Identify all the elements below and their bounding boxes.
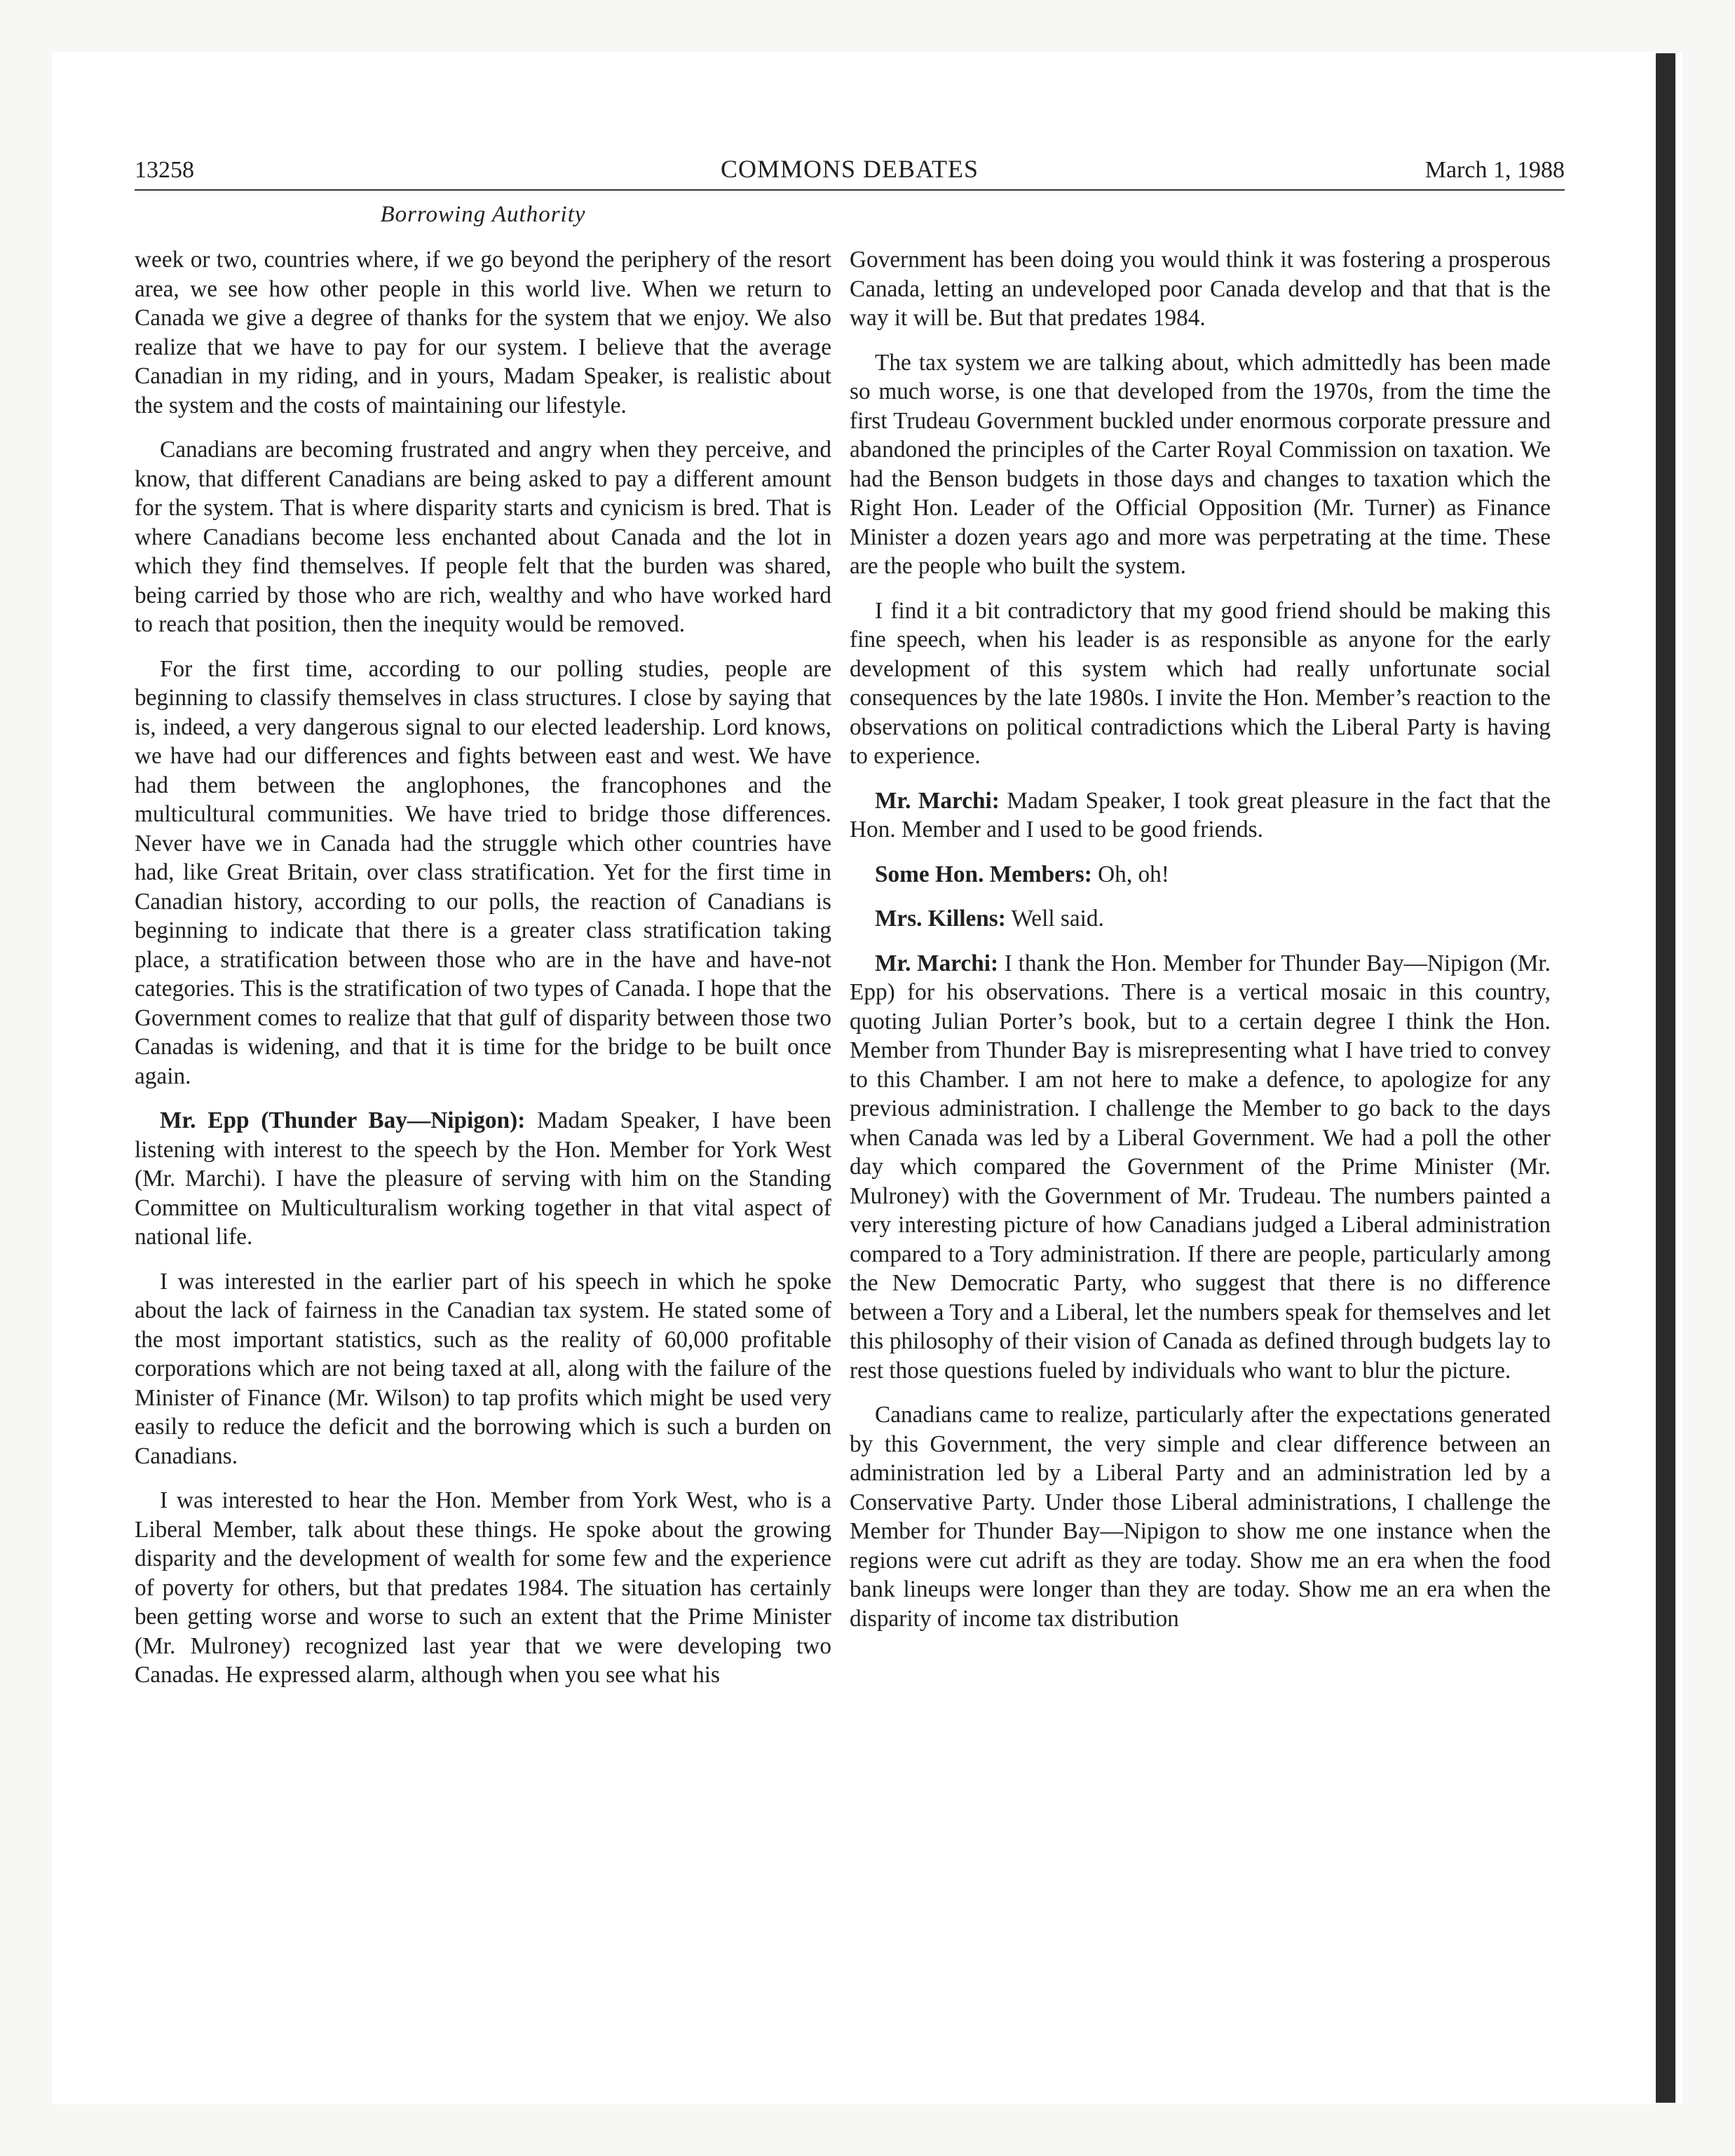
speaker-name: Mr. Epp (Thunder Bay—Nipigon): [160,1107,526,1133]
paragraph: For the first time, according to our polling studies, people are beginning to classify themselves in class structures. I close by saying that is, indeed, a very dangerous signal to our elected leadership. Lord knows, we have had our differences and fights between east and west. We have had them between the anglophones, the francophones and the multicultural communities. We have tried to bridge those differences. Never have we in Canada had the struggle which other countries have had, like Great Britain, over class stratification. Yet for the first time in Canadian history, according to our polls, the reaction of Canadians is beginning to indicate that there is a greater class stratification taking place, a stratification between those who are in the have and have-not categories. This is the stratification of two types of Canada. I hope that the Government comes to realize that that gulf of disparity between those two Canadas is widening, and that it is time for the bridge to be built once again. [135,655,831,1089]
running-header [135,150,1565,191]
speaker-name: Mr. Marchi: [875,950,999,976]
paragraph: Mrs. Killens: Well said. [875,906,1104,932]
paragraph: Canadians are becoming frustrated and angry when they perceive, and know, that different Canadians are being asked to pay a different amount for the system. That is where disparity starts and cynicism is bred. That is where Canadians become less enchanted about Canada and the lot in which they find themselves. If people felt that the burden was shared, being carried by those who are rich, wealthy and who have worked hard to reach that position, then the inequity would be removed. [135,437,831,637]
left-column [135,245,831,1705]
paragraph: week or two, countries where, if we go beyond the periphery of the resort area, we see how other people in this world live. When we return to Canada we give a degree of thanks for the system that we enjoy. We also realize that we have to pay for our system. I believe that the average Canadian in my riding, and in yours, Madam Speaker, is realistic about the system and the costs of maintaining our lifestyle. [135,247,831,418]
page-number: 13258 [135,157,194,183]
speaker-name: Some Hon. Members: [875,861,1092,887]
binding-edge [1656,53,1675,2103]
right-column [850,245,1551,1649]
paragraph: Mr. Epp (Thunder Bay—Nipigon): Madam Speaker, I have been listening with interest to the speech by the Hon. Member for York West (Mr. Marchi). I have the pleasure of serving with him on the Standing Committee on Multiculturalism working together in that vital aspect of national life. [135,1107,831,1250]
paragraph: Government has been doing you would think it was fostering a prosperous Canada, letting an undeveloped poor Canada develop and that that is the way it will be. But that predates 1984. [850,247,1551,331]
paragraph: Mr. Marchi: I thank the Hon. Member for Thunder Bay—Nipigon (Mr. Epp) for his observations. There is a vertical mosaic in this country, quoting Julian Porter’s book, but to a certain degree I think the Hon. Member from Thunder Bay is misrepresenting what I have tried to convey to this Chamber. I am not here to make a defence, to apologize for any previous administration. I challenge the Member to go back to the days when Canada was led by a Liberal Government. We had a poll the other day which compared the Government of the Prime Minister (Mr. Mulroney) with the Government of Mr. Trudeau. The numbers painted a very interesting picture of how Canadians judged a Liberal administration compared to a Tory administration. If there are people, particularly among the New Democratic Party, who suggest that there is no difference between a Tory and a Liberal, let the numbers speak for themselves and let this philosophy of their vision of Canada as defined through budgets lay to rest those questions fueled by individuals who want to blur the picture. [850,950,1551,1384]
section-title: Borrowing Authority [380,202,586,227]
paragraph: Mr. Marchi: Madam Speaker, I took great pleasure in the fact that the Hon. Member and I used to be good friends. [850,787,1551,842]
publication-title: COMMONS DEBATES [720,155,979,183]
paragraph: Some Hon. Members: Oh, oh! [875,861,1169,887]
header-date: March 1, 1988 [1424,157,1565,183]
paragraph: Canadians came to realize, particularly after the expectations generated by this Government, the very simple and clear difference between an administration led by a Liberal Party and an administration led by a Conservative Party. Under those Liberal administrations, I challenge the Member for Thunder Bay—Nipigon to show me one instance when the regions were cut adrift as they are today. Show me an era when the food bank lineups were longer than they are today. Show me an era when the disparity of income tax distribution [850,1402,1551,1632]
paragraph: I was interested to hear the Hon. Member from York West, who is a Liberal Member, talk about these things. He spoke about the growing disparity and the development of wealth for some few and the experience of poverty for others, but that predates 1984. The situation has certainly been getting worse and worse to such an extent that the Prime Minister (Mr. Mulroney) recognized last year that we were developing two Canadas. He expressed alarm, although when you see what his [135,1487,831,1688]
speaker-name: Mr. Marchi: [875,787,1000,814]
paragraph: I find it a bit contradictory that my good friend should be making this fine speech, when his leader is as responsible as anyone for the early development of this system which had really unfortunate social consequences by the late 1980s. I invite the Hon. Member’s reaction to the observations on political contradictions which the Liberal Party is having to experience. [850,597,1551,769]
speaker-name: Mrs. Killens: [875,906,1006,932]
paragraph: I was interested in the earlier part of his speech in which he spoke about the lack of fairness in the Canadian tax system. He stated some of the most important statistics, such as the reality of 60,000 profitable corporations which are not being taxed at all, along with the failure of the Minister of Finance (Mr. Wilson) to tap profits which might be used very easily to reduce the deficit and the borrowing which is such a burden on Canadians. [135,1268,831,1469]
paragraph: The tax system we are talking about, which admittedly has been made so much worse, is one that developed from the 1970s, from the time the first Trudeau Government buckled under enormous corporate pressure and abandoned the principles of the Carter Royal Commission on taxation. We had the Benson budgets in those days and changes to taxation which the Right Hon. Leader of the Official Opposition (Mr. Turner) as Finance Minister a dozen years ago and more was perpetrating at the time. These are the people who built the system. [850,349,1551,579]
